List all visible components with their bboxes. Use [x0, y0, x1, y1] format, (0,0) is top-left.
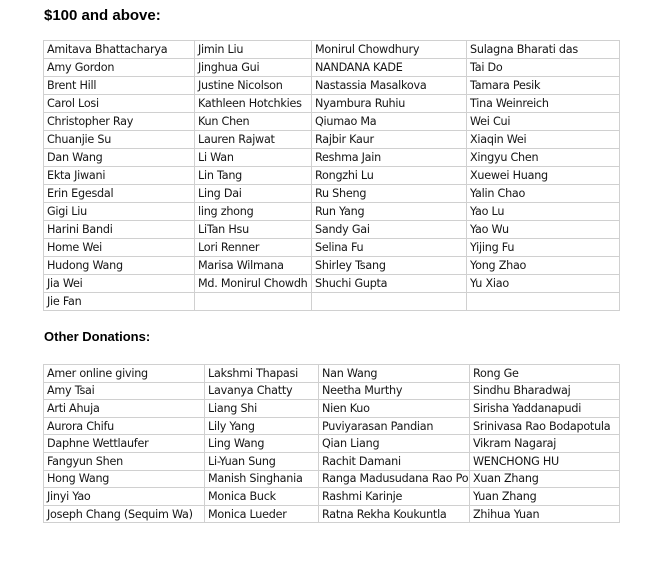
donor-name-cell: Amer online giving — [44, 365, 205, 383]
donor-name-cell — [195, 293, 312, 311]
donor-name-cell: Joseph Chang (Sequim Wa) — [44, 505, 205, 523]
donor-name-cell: Christopher Ray — [44, 113, 195, 131]
donor-name-cell: Puviyarasan Pandian — [319, 417, 470, 435]
donor-name-cell: Home Wei — [44, 239, 195, 257]
donor-name-cell: Justine Nicolson — [195, 77, 312, 95]
donor-name-cell: Amy Tsai — [44, 382, 205, 400]
table-row — [44, 435, 620, 453]
table-row — [44, 41, 620, 59]
donor-name-cell: Yao Wu — [467, 221, 620, 239]
table-row — [44, 470, 620, 488]
donor-name-cell: Ranga Madusudana Rao Po — [319, 470, 470, 488]
donor-name-cell: Lauren Rajwat — [195, 131, 312, 149]
donor-name-cell: Manish Singhania — [205, 470, 319, 488]
donor-name-cell: Sindhu Bharadwaj — [470, 382, 620, 400]
donor-name-cell: Nien Kuo — [319, 400, 470, 418]
table-row — [44, 257, 620, 275]
donor-name-cell: WENCHONG HU — [470, 452, 620, 470]
donor-name-cell: Md. Monirul Chowdh — [195, 275, 312, 293]
donor-name-cell: Sulagna Bharati das — [467, 41, 620, 59]
table-row — [44, 275, 620, 293]
donor-name-cell: Yu Xiao — [467, 275, 620, 293]
donor-name-cell: Amitava Bhattacharya — [44, 41, 195, 59]
donor-name-cell: Rongzhi Lu — [312, 167, 467, 185]
donor-name-cell: Lavanya Chatty — [205, 382, 319, 400]
donor-name-cell: Xuewei Huang — [467, 167, 620, 185]
donor-name-cell: Lakshmi Thapasi — [205, 365, 319, 383]
donor-name-cell: Rashmi Karinje — [319, 488, 470, 506]
donor-name-cell: Daphne Wettlaufer — [44, 435, 205, 453]
table-row — [44, 488, 620, 506]
donor-name-cell: Kathleen Hotchkies — [195, 95, 312, 113]
donor-name-cell: Jinghua Gui — [195, 59, 312, 77]
donor-name-cell: Qiumao Ma — [312, 113, 467, 131]
donor-name-cell: Xiaqin Wei — [467, 131, 620, 149]
donor-name-cell: Tamara Pesik — [467, 77, 620, 95]
donor-name-cell: Tai Do — [467, 59, 620, 77]
donor-name-cell: Gigi Liu — [44, 203, 195, 221]
donor-name-cell: Nan Wang — [319, 365, 470, 383]
donor-name-cell: Aurora Chifu — [44, 417, 205, 435]
table-row — [44, 149, 620, 167]
donor-name-cell: Run Yang — [312, 203, 467, 221]
donor-name-cell: Rajbir Kaur — [312, 131, 467, 149]
donor-name-cell: Ling Wang — [205, 435, 319, 453]
donor-name-cell: Fangyun Shen — [44, 452, 205, 470]
section-title-other-donations: Other Donations: — [44, 329, 151, 344]
donor-name-cell: Tina Weinreich — [467, 95, 620, 113]
donor-name-cell: Lori Renner — [195, 239, 312, 257]
donor-name-cell: Srinivasa Rao Bodapotula — [470, 417, 620, 435]
donor-name-cell: Selina Fu — [312, 239, 467, 257]
donor-name-cell — [467, 293, 620, 311]
donor-name-cell: Monica Buck — [205, 488, 319, 506]
donor-name-cell: Ekta Jiwani — [44, 167, 195, 185]
donor-name-cell: Marisa Wilmana — [195, 257, 312, 275]
table-row — [44, 95, 620, 113]
donor-name-cell: Jinyi Yao — [44, 488, 205, 506]
donor-name-cell: Erin Egesdal — [44, 185, 195, 203]
donor-name-cell: Li Wan — [195, 149, 312, 167]
donor-name-cell: Arti Ahuja — [44, 400, 205, 418]
donor-table-100-and-above — [43, 40, 620, 311]
donor-name-cell: Carol Losi — [44, 95, 195, 113]
table-row — [44, 452, 620, 470]
table-row — [44, 113, 620, 131]
donor-name-cell: Reshma Jain — [312, 149, 467, 167]
donor-name-cell: Kun Chen — [195, 113, 312, 131]
donor-name-cell: Amy Gordon — [44, 59, 195, 77]
donor-name-cell: Wei Cui — [467, 113, 620, 131]
table-row — [44, 59, 620, 77]
donor-table-other-donations — [43, 364, 620, 523]
donor-name-cell: Xuan Zhang — [470, 470, 620, 488]
table-row — [44, 167, 620, 185]
donor-name-cell: Jie Fan — [44, 293, 195, 311]
donor-name-cell: ling zhong — [195, 203, 312, 221]
donor-name-cell: Monica Lueder — [205, 505, 319, 523]
donor-name-cell: Sirisha Yaddanapudi — [470, 400, 620, 418]
donor-name-cell: Yong Zhao — [467, 257, 620, 275]
donor-name-cell: Lily Yang — [205, 417, 319, 435]
donor-name-cell: Neetha Murthy — [319, 382, 470, 400]
table-row — [44, 293, 620, 311]
donor-name-cell: Lin Tang — [195, 167, 312, 185]
donor-name-cell: Ratna Rekha Koukuntla — [319, 505, 470, 523]
donor-name-cell: Hudong Wang — [44, 257, 195, 275]
donor-name-cell: Rachit Damani — [319, 452, 470, 470]
donor-name-cell: Jimin Liu — [195, 41, 312, 59]
donor-name-cell: Nyambura Ruhiu — [312, 95, 467, 113]
table-row — [44, 131, 620, 149]
donor-name-cell: Chuanjie Su — [44, 131, 195, 149]
table-row — [44, 505, 620, 523]
table-row — [44, 239, 620, 257]
table-row — [44, 382, 620, 400]
section-title-100-and-above: $100 and above: — [44, 7, 161, 24]
donor-name-cell: Dan Wang — [44, 149, 195, 167]
table-row — [44, 185, 620, 203]
donor-name-cell: Yao Lu — [467, 203, 620, 221]
donor-name-cell: Ru Sheng — [312, 185, 467, 203]
donor-name-cell: Liang Shi — [205, 400, 319, 418]
donor-name-cell: Yalin Chao — [467, 185, 620, 203]
donor-name-cell: Brent Hill — [44, 77, 195, 95]
table-row — [44, 203, 620, 221]
donor-name-cell: Nastassia Masalkova — [312, 77, 467, 95]
donor-name-cell: Rong Ge — [470, 365, 620, 383]
donor-name-cell: Xingyu Chen — [467, 149, 620, 167]
donor-name-cell: Qian Liang — [319, 435, 470, 453]
table-row — [44, 365, 620, 383]
table-row — [44, 400, 620, 418]
donor-name-cell: LiTan Hsu — [195, 221, 312, 239]
donor-name-cell: Shirley Tsang — [312, 257, 467, 275]
donor-name-cell: Shuchi Gupta — [312, 275, 467, 293]
donor-name-cell: Yuan Zhang — [470, 488, 620, 506]
table-row — [44, 77, 620, 95]
donor-name-cell: Vikram Nagaraj — [470, 435, 620, 453]
donor-name-cell: Li-Yuan Sung — [205, 452, 319, 470]
donor-name-cell: Ling Dai — [195, 185, 312, 203]
donor-name-cell: NANDANA KADE — [312, 59, 467, 77]
donor-name-cell: Zhihua Yuan — [470, 505, 620, 523]
table-row — [44, 221, 620, 239]
table-row — [44, 417, 620, 435]
donor-name-cell: Yijing Fu — [467, 239, 620, 257]
donor-name-cell: Jia Wei — [44, 275, 195, 293]
donor-name-cell — [312, 293, 467, 311]
donor-name-cell: Sandy Gai — [312, 221, 467, 239]
donor-name-cell: Harini Bandi — [44, 221, 195, 239]
donor-name-cell: Hong Wang — [44, 470, 205, 488]
donor-name-cell: Monirul Chowdhury — [312, 41, 467, 59]
